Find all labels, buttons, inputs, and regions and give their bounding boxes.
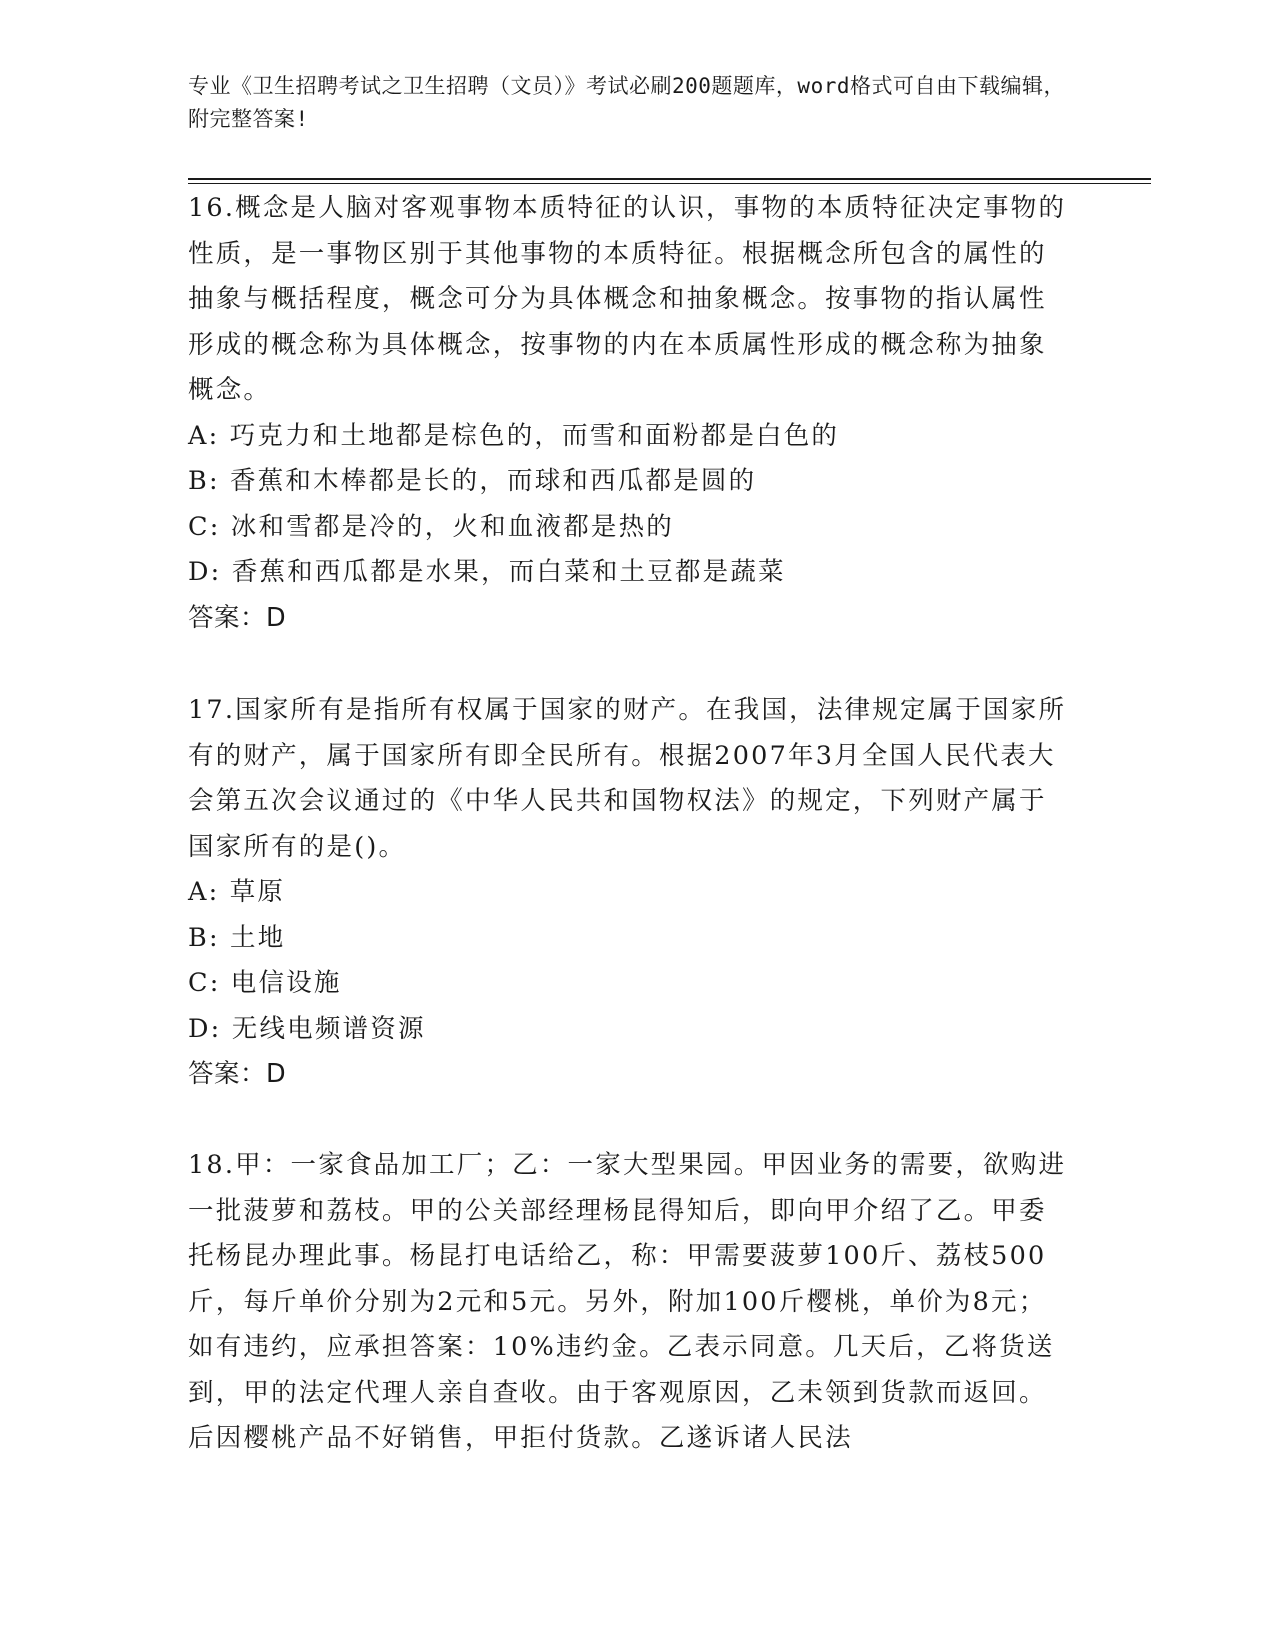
header-divider-thick: [188, 178, 1151, 180]
answer-line: 答案：D: [188, 602, 287, 633]
option-c: C: 冰和雪都是冷的，火和血液都是热的: [188, 511, 675, 542]
option-b: B: 土地: [188, 922, 286, 953]
question-stem: 18.甲：一家食品加工厂；乙：一家大型果园。甲因业务的需要，欲购进一批菠萝和荔枝。甲的公关部经理杨昆得知后，即向甲介绍了乙。甲委托杨昆办理此事。杨昆打电话给乙，称：甲需要菠萝100斤、荔枝500斤，每斤单价分别为2元和5元。另外，附加100斤樱桃，单价为8元；如有违约，应承担答案：10%违约金。乙表示同意。几天后，乙将货送到，甲的法定代理人亲自查收。由于客观原因，乙未领到货款而返回。后因樱桃产品不好销售，甲拒付货款。乙遂诉诸人民法: [188, 1150, 1067, 1453]
question-stem: 17.国家所有是指所有权属于国家的财产。在我国，法律规定属于国家所有的财产，属于国家所有即全民所有。根据2007年3月全国人民代表大会第五次会议通过的《中华人民共和国物权法》的规定，下列财产属于国家所有的是()。: [188, 695, 1067, 862]
option-a: A: 巧克力和土地都是棕色的，而雪和面粉都是白色的: [188, 420, 840, 451]
question-17: [188, 688, 1068, 1098]
question-stem: 16.概念是人脑对客观事物本质特征的认识，事物的本质特征决定事物的性质，是一事物区别于其他事物的本质特征。根据概念所包含的属性的抽象与概括程度，概念可分为具体概念和抽象概念。按事物的指认属性形成的概念称为具体概念，按事物的内在本质属性形成的概念称为抽象概念。: [188, 193, 1067, 405]
option-c: C: 电信设施: [188, 968, 342, 998]
option-a: A: 草原: [188, 877, 286, 907]
document-header: 专业《卫生招聘考试之卫生招聘（文员）》考试必刷200题题库，word格式可自由下载编辑，附完整答案!: [188, 74, 1065, 131]
answer-line: 答案：D: [188, 1059, 287, 1089]
option-d: D: 无线电频谱资源: [188, 1013, 426, 1044]
question-18: [188, 1143, 1068, 1462]
header-divider-thin: [188, 183, 1151, 184]
option-d: D: 香蕉和西瓜都是水果，而白菜和土豆都是蔬菜: [188, 557, 786, 587]
question-16: [188, 186, 1068, 641]
option-b: B: 香蕉和木棒都是长的，而球和西瓜都是圆的: [188, 466, 757, 496]
